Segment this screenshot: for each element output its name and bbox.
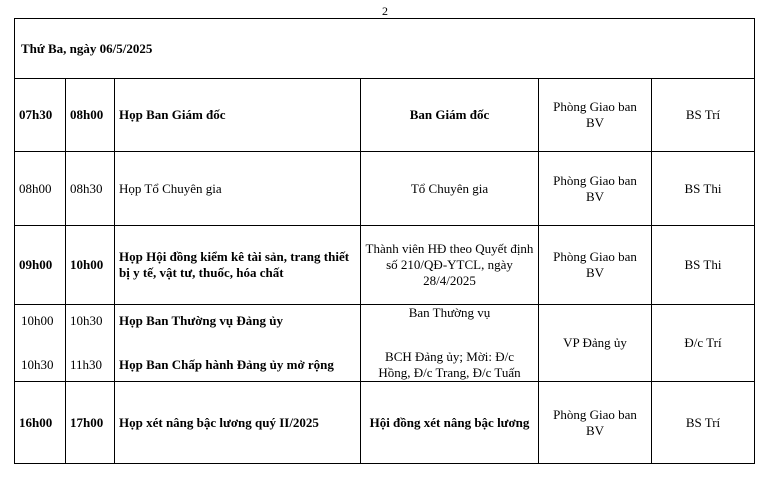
end-time: 08h30 — [66, 152, 115, 226]
schedule-table — [14, 18, 755, 464]
end-time: 10h30 — [70, 313, 103, 328]
end-time-cell — [66, 305, 115, 382]
meeting-title-cell — [115, 305, 361, 382]
participants-cell — [361, 305, 539, 382]
start-time: 09h00 — [15, 226, 66, 305]
participants: Tổ Chuyên gia — [361, 152, 539, 226]
schedule-row — [15, 226, 755, 305]
participants: BCH Đảng ủy; Mời: Đ/c Hồng, Đ/c Trang, Đ/c Tuấn — [378, 349, 521, 380]
schedule-row — [15, 305, 755, 382]
participants: Ban Thường vụ — [408, 305, 491, 320]
participants: Thành viên HĐ theo Quyết định số 210/QĐ-YTCL, ngày 28/4/2025 — [361, 226, 539, 305]
start-time: 10h30 — [21, 357, 54, 372]
end-time: 11h30 — [70, 357, 103, 372]
person-in-charge: BS Trí — [652, 382, 755, 464]
start-time-cell — [15, 305, 66, 382]
person-in-charge: BS Thi — [652, 152, 755, 226]
person-in-charge: Đ/c Trí — [652, 305, 755, 382]
start-time: 16h00 — [15, 382, 66, 464]
person-in-charge: BS Thi — [652, 226, 755, 305]
schedule-row — [15, 152, 755, 226]
day-header: Thứ Ba, ngày 06/5/2025 — [15, 19, 755, 79]
start-time: 10h00 — [21, 313, 54, 328]
meeting-title: Họp xét nâng bậc lương quý II/2025 — [115, 382, 361, 464]
end-time: 17h00 — [66, 382, 115, 464]
participants: Hội đồng xét nâng bậc lương — [361, 382, 539, 464]
meeting-title: Họp Tổ Chuyên gia — [115, 152, 361, 226]
location: Phòng Giao ban BV — [539, 79, 652, 152]
meeting-title: Họp Ban Chấp hành Đảng ủy mở rộng — [119, 357, 334, 372]
day-header-row — [15, 19, 755, 79]
location: VP Đảng ủy — [539, 305, 652, 382]
location: Phòng Giao ban BV — [539, 226, 652, 305]
location: Phòng Giao ban BV — [539, 382, 652, 464]
meeting-title: Họp Hội đồng kiểm kê tài sản, trang thiết bị y tế, vật tư, thuốc, hóa chất — [115, 226, 361, 305]
start-time: 07h30 — [15, 79, 66, 152]
participants: Ban Giám đốc — [361, 79, 539, 152]
start-time: 08h00 — [15, 152, 66, 226]
schedule-row — [15, 79, 755, 152]
meeting-title: Họp Ban Giám đốc — [115, 79, 361, 152]
page-number: 2 — [382, 4, 388, 18]
schedule-row — [15, 382, 755, 464]
person-in-charge: BS Trí — [652, 79, 755, 152]
end-time: 08h00 — [66, 79, 115, 152]
end-time: 10h00 — [66, 226, 115, 305]
location: Phòng Giao ban BV — [539, 152, 652, 226]
meeting-title: Họp Ban Thường vụ Đảng ủy — [119, 313, 283, 328]
